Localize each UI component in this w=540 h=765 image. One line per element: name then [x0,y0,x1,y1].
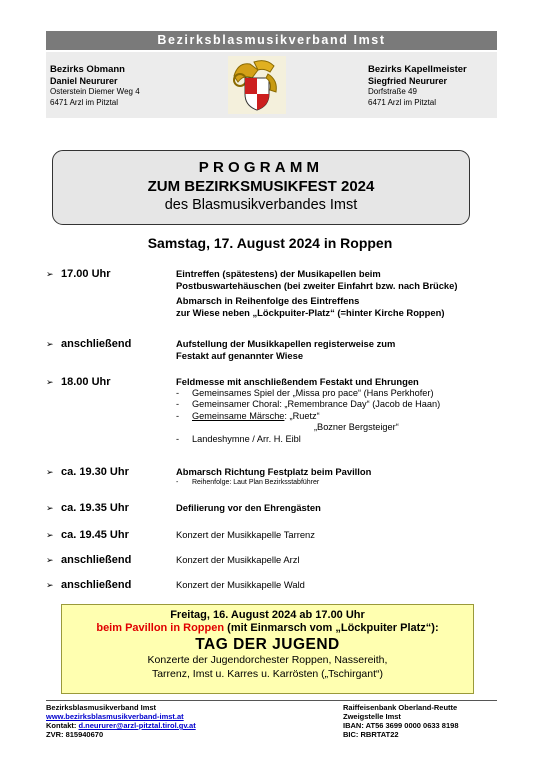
footer-org: Bezirksblasmusikverband Imst [46,703,157,712]
program-item: - Gemeinsames Spiel der „Missa pro pace“ (Hans Perkhofer) [176,387,434,398]
arrow-bullet-icon: ➢ [46,377,54,387]
schedule-time: anschließend [61,554,132,566]
description-line: Eintreffen (spätestens) der Musikapellen beim [176,268,381,279]
footer-contact [46,703,196,739]
arrow-bullet-icon: ➢ [46,503,54,513]
contact-label: Kontakt: [46,721,79,730]
bank-branch: Zweigstelle Imst [343,712,401,721]
chairman-address-street: Osterstein Diemer Weg 4 [50,87,140,96]
bank-bic: BIC: RBRTAT22 [343,730,399,739]
bank-name: Raiffeisenbank Oberland-Reutte [343,703,458,712]
schedule-description [176,502,526,514]
schedule-description [176,338,526,361]
bandmaster-role: Bezirks Kapellmeister [368,64,467,75]
youth-day-date: Freitag, 16. August 2024 ab 17.00 Uhr [170,609,365,621]
schedule-description [176,466,526,488]
description-line: Aufstellung der Musikkapellen registerweise zum [176,338,396,349]
schedule-description [176,268,526,318]
website-link[interactable]: www.bezirksblasmusikverband-imst.at [46,712,184,721]
description-line: Postbuswartehäuschen (bei zweiter Einfahrt bzw. nach Brücke) [176,279,458,291]
schedule-description [176,554,526,566]
youth-day-concerts-2: Tarrenz, Imst u. Karres u. Karrösten („Tschirgant“) [151,667,384,680]
program-item-text: Reihenfolge: Laut Plan Bezirksstabführer [192,478,320,486]
description-line: Abmarsch Richtung Festplatz beim Pavillon [176,466,372,477]
description-line: zur Wiese neben „Löckpuiter-Platz“ (=hinter Kirche Roppen) [176,306,445,318]
officials-panel [46,52,497,118]
zvr-number: ZVR: 815940670 [46,730,104,739]
district-chairman [50,64,140,108]
program-title: PROGRAMM [198,159,324,176]
program-item-text: Gemeinsamer Choral: „Remembrance Day“ (Jacob de Haan) [192,399,441,409]
schedule-time: 17.00 Uhr [61,268,111,280]
program-item: - Reihenfolge: Laut Plan Bezirksstabführer [176,478,320,486]
chairman-address-city: 6471 Arzl im Pitztal [50,97,119,107]
arrow-bullet-icon: ➢ [46,580,54,590]
email-link[interactable]: d.neururer@arzl-pitztal.tirol.gv.at [78,721,196,730]
footer-divider [46,700,497,701]
program-organizer: des Blasmusikverbandes Imst [164,197,358,213]
chairman-role: Bezirks Obmann [50,64,125,75]
event-date-heading: Samstag, 17. August 2024 in Roppen [147,235,393,251]
march-1: : „Ruetz“ [284,410,320,421]
program-item: - Gemeinsamer Choral: „Remembrance Day“ (Jacob de Haan) [176,399,441,409]
description-line: Feldmesse mit anschließendem Festakt und Ehrungen [176,376,419,387]
description-line: Abmarsch in Reihenfolge des Eintreffens [176,295,360,306]
bandmaster-address-city: 6471 Arzl im Pitztal [368,97,437,107]
schedule-time: 18.00 Uhr [61,376,111,388]
description-line: Konzert der Musikkapelle Wald [176,579,305,590]
description-line: Festakt auf genannter Wiese [176,349,304,361]
program-title-box [52,150,470,225]
schedule-time: anschließend [61,579,132,591]
program-item-text: Gemeinsame Märsche [192,410,285,421]
arrow-bullet-icon: ➢ [46,530,54,540]
youth-day-march-note: (mit Einmarsch vom „Löckpuiter Platz“): [224,622,439,634]
schedule-description [176,579,526,591]
schedule-description [176,529,526,541]
march-2: „Bozner Bergsteiger“ [314,422,399,432]
chairman-name: Daniel Neururer [50,76,118,86]
schedule-time: ca. 19.35 Uhr [61,502,129,514]
arrow-bullet-icon: ➢ [46,467,54,477]
youth-day-venue: beim Pavillon in Roppen [96,622,225,634]
bank-iban: IBAN: AT56 3699 0000 0633 8198 [343,721,459,730]
arrow-bullet-icon: ➢ [46,269,54,279]
footer-bank [343,703,459,739]
schedule-time: anschließend [61,338,132,350]
program-subtitle: ZUM BEZIRKSMUSIKFEST 2024 [147,178,375,195]
program-item: - Gemeinsame Märsche: „Ruetz“ [176,410,320,421]
description-line: Konzert der Musikkapelle Arzl [176,554,300,565]
program-item-text: Gemeinsames Spiel der „Missa pro pace“ (Hans Perkhofer) [192,387,434,398]
bandmaster-name: Siegfried Neururer [368,76,448,86]
arrow-bullet-icon: ➢ [46,555,54,565]
youth-day-location [62,622,473,635]
youth-day-box [61,604,474,694]
schedule-description [176,376,526,445]
youth-day-title: TAG DER JUGEND [195,636,340,653]
schedule-time: ca. 19.30 Uhr [61,466,129,478]
district-crest-icon [228,56,286,114]
organization-banner: Bezirksblasmusikverband Imst [46,31,497,50]
schedule-time: ca. 19.45 Uhr [61,529,129,541]
district-bandmaster [368,64,467,108]
program-item-text: Landeshymne / Arr. H. Eibl [192,433,301,444]
youth-day-concerts: Konzerte der Jugendorchester Roppen, Nassereith, [147,654,388,666]
bandmaster-address-street: Dorfstraße 49 [368,87,417,96]
description-line: Konzert der Musikkapelle Tarrenz [176,529,315,540]
description-line: Defilierung vor den Ehrengästen [176,502,321,513]
arrow-bullet-icon: ➢ [46,339,54,349]
program-item: - Landeshymne / Arr. H. Eibl [176,433,301,444]
